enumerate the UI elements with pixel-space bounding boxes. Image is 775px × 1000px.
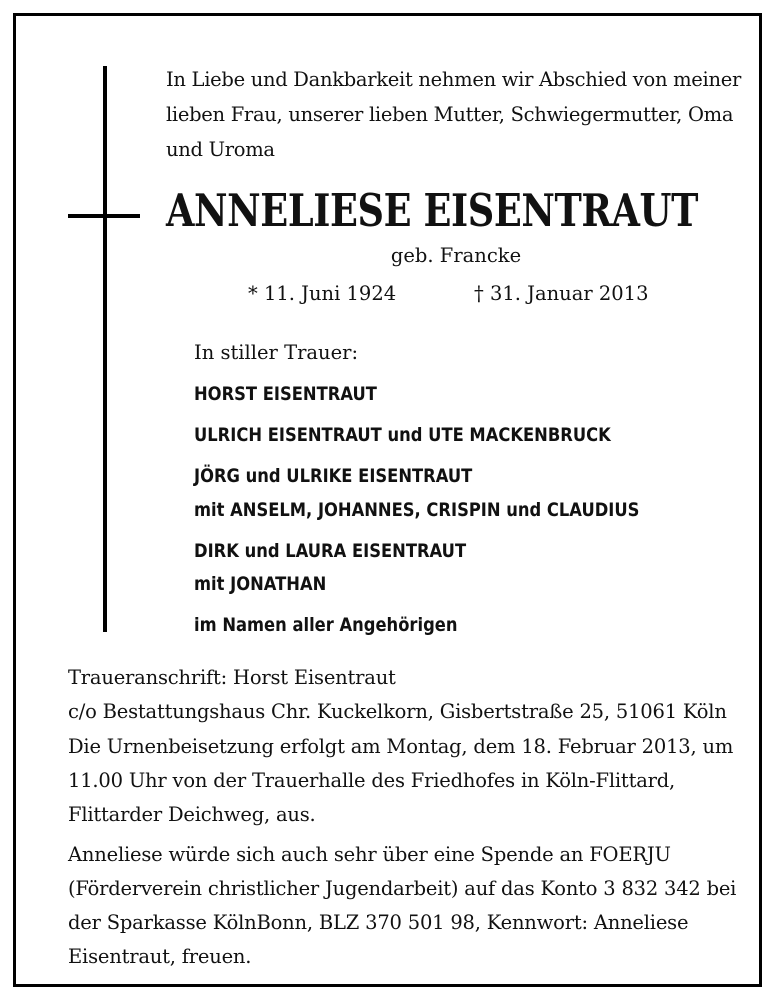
burial-line: Flittarder Deichweg, aus. xyxy=(68,803,316,826)
birth-date: * 11. Juni 1924 xyxy=(248,282,397,305)
donation-line: der Sparkasse KölnBonn, BLZ 370 501 98, Kennwort: Anneliese xyxy=(68,911,689,934)
burial-line: Die Urnenbeisetzung erfolgt am Montag, dem 18. Februar 2013, um xyxy=(68,735,734,758)
address-line: c/o Bestattungshaus Chr. Kuckelkorn, Gisbertstraße 25, 51061 Köln xyxy=(68,700,727,723)
mourner-line: ULRICH EISENTRAUT und UTE MACKENBRUCK xyxy=(194,424,611,446)
address-line: Traueranschrift: Horst Eisentraut xyxy=(68,666,396,689)
death-date: † 31. Januar 2013 xyxy=(474,282,649,305)
mourning-address xyxy=(68,661,736,729)
donation-line: Eisentraut, freuen. xyxy=(68,945,252,968)
maiden-name: geb. Francke xyxy=(390,244,522,267)
burial-info xyxy=(68,730,736,832)
cross-vertical-bar xyxy=(103,66,107,632)
intro-line: und Uroma xyxy=(166,138,275,161)
deceased-name: ANNELIESE EISENTRAUT xyxy=(166,184,698,237)
obituary-notice xyxy=(13,13,762,987)
donation-line: (Förderverein christlicher Jugendarbeit) auf das Konto 3 832 342 bei xyxy=(68,877,737,900)
burial-line: 11.00 Uhr von der Trauerhalle des Friedhofes in Köln-Flittard, xyxy=(68,769,676,792)
donation-line: Anneliese würde sich auch sehr über eine Spende an FOERJU xyxy=(68,843,671,866)
mourners-label: In stiller Trauer: xyxy=(194,341,359,364)
mourner-line: DIRK und LAURA EISENTRAUT xyxy=(194,540,467,562)
mourner-line: mit ANSELM, JOHANNES, CRISPIN und CLAUDIUS xyxy=(194,499,640,521)
mourner-line: JÖRG und ULRIKE EISENTRAUT xyxy=(194,465,473,487)
intro-line: lieben Frau, unserer lieben Mutter, Schwiegermutter, Oma xyxy=(166,103,734,126)
cross-horizontal-bar xyxy=(68,214,140,218)
mourner-line: HORST EISENTRAUT xyxy=(194,383,377,405)
mourner-closing: im Namen aller Angehörigen xyxy=(194,614,458,636)
intro-text xyxy=(166,62,746,167)
mourner-line: mit JONATHAN xyxy=(194,573,327,595)
intro-line: In Liebe und Dankbarkeit nehmen wir Abschied von meiner xyxy=(166,68,742,91)
donation-info xyxy=(68,838,736,974)
